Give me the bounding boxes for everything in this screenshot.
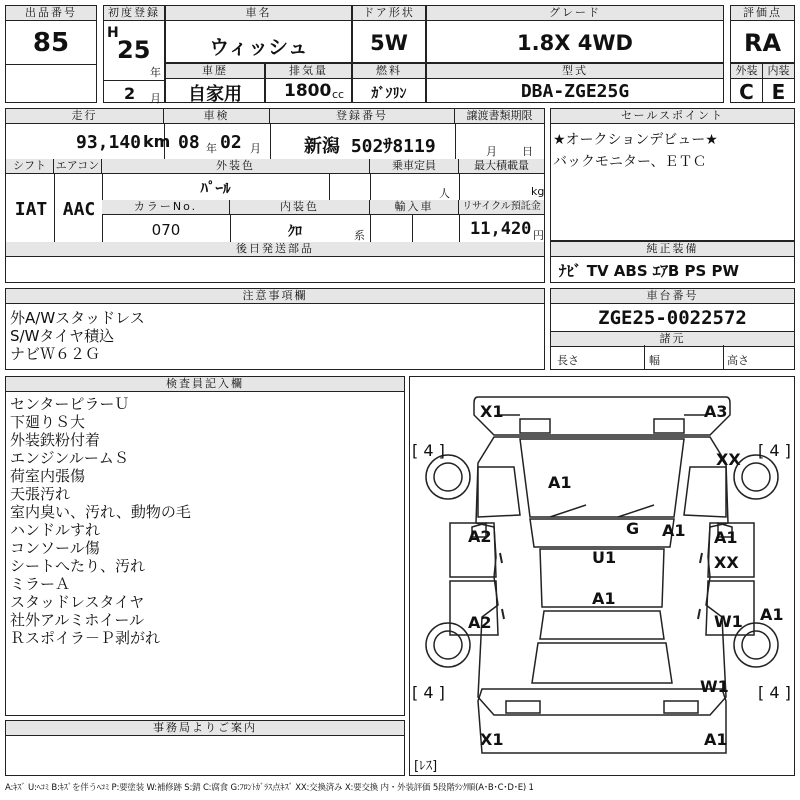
inspection-label: 車検 xyxy=(164,109,270,124)
grade: 1.8X 4WD xyxy=(517,31,633,55)
sales-point-box xyxy=(550,108,795,241)
first-registration-box: 初度登録 H 25 年 2 月 xyxy=(103,5,165,103)
recycle-label: リサイクル預託金 xyxy=(459,200,544,215)
mark-windshield: G xyxy=(626,519,640,538)
mark-rear-right: W1 xyxy=(700,677,729,696)
inspection-month: 02 xyxy=(220,132,242,153)
displacement-label: 排気量 xyxy=(266,64,351,79)
mileage-label: 走行 xyxy=(6,109,164,124)
exterior-grade: C xyxy=(739,80,754,104)
exterior-label: 外装 xyxy=(731,64,762,79)
lot-box xyxy=(5,5,97,103)
width-label: 幅 xyxy=(649,354,660,367)
interior-grade: E xyxy=(771,80,786,104)
mark-tire-front-right: [ 4 ] xyxy=(758,441,791,460)
caution-line: S/Wタイヤ積込 xyxy=(10,327,115,345)
sales-line-1: ★オークションデビュー★ xyxy=(553,132,718,148)
specs-label: 諸元 xyxy=(551,331,794,347)
model-box xyxy=(426,63,724,103)
transfer-label: 譲渡書類期限 xyxy=(455,109,544,124)
inspector-line: Ｒスポイラ－Ｐ剥がれ xyxy=(10,629,161,647)
mark-tire-rear-left: [ 4 ] xyxy=(412,683,445,702)
inspector-line: 室内臭い、汚れ、動物の毛 xyxy=(10,503,191,521)
mark-front-door-right: A1 xyxy=(714,528,738,547)
fuel-box xyxy=(352,63,426,103)
caution-label: 注意事項欄 xyxy=(6,289,544,304)
mark-rear-door-right: W1 xyxy=(714,612,743,631)
inspector-label: 検査員記入欄 xyxy=(6,377,404,392)
caution-box xyxy=(5,288,545,370)
car-name-box xyxy=(165,5,352,63)
mileage: 93,140 xyxy=(76,132,142,153)
chassis-number: ZGE25-0022572 xyxy=(598,307,747,329)
car-name: ウィッシュ xyxy=(209,35,308,59)
mark-roof: U1 xyxy=(592,548,617,567)
mark-rear-bumper-left: X1 xyxy=(480,730,504,749)
import-label: 輸入車 xyxy=(370,200,459,215)
mark-front-fender-right: A1 xyxy=(662,521,686,540)
model: DBA-ZGE25G xyxy=(520,81,630,102)
caution-line: ナビＷ６２Ｇ xyxy=(10,345,101,363)
inspector-line: 外装鉄粉付着 xyxy=(10,431,101,449)
color-label: 外装色 xyxy=(102,159,370,174)
legend: A:ｷｽﾞ U:ﾍｺﾐ B:ｷｽﾞを伴うﾍｺﾐ P:要塗装 W:補修跡 S:錆 C:腐食 G:ﾌﾛﾝﾄｶﾞﾗｽ点ｷｽﾞ XX:交換済み X:要交換 内・外装評価 5段階ﾗﾝｸ順(A･B･C･D･E) 1 xyxy=(5,783,534,793)
car-outline xyxy=(410,377,794,775)
mark-tire-rear-right: [ 4 ] xyxy=(758,683,791,702)
color-number: 070 xyxy=(151,221,181,239)
interior-box xyxy=(762,63,795,103)
mark-rear-door-left: A2 xyxy=(468,613,492,632)
mark-quarter-right: A1 xyxy=(760,605,784,624)
lot-number: 85 xyxy=(32,28,70,58)
lot-label: 出品番号 xyxy=(6,6,96,21)
door-label: ドア形状 xyxy=(353,6,425,21)
inspector-line: コンソール傷 xyxy=(10,539,100,557)
mark-front-right: XX xyxy=(716,450,741,469)
inspection-year: 08 xyxy=(178,132,200,153)
exterior-box xyxy=(730,63,763,103)
car-name-label: 車名 xyxy=(166,6,351,21)
era: H xyxy=(107,25,119,41)
registration-number: 新潟 502ｻ8119 xyxy=(304,136,436,157)
history-label: 車歴 xyxy=(166,64,264,79)
mark-rear-bumper-right: A1 xyxy=(704,730,728,749)
displacement: 1800 xyxy=(284,81,332,101)
mark-front-door-left: A2 xyxy=(468,527,492,546)
mark-hood: A1 xyxy=(548,473,572,492)
inspector-line: シートへたり、汚れ xyxy=(10,557,146,575)
first-reg-label: 初度登録 xyxy=(104,6,164,21)
equipment-box xyxy=(550,241,795,283)
history-box xyxy=(165,63,265,103)
interior-color: ｸﾛ xyxy=(288,224,302,240)
office-box xyxy=(5,720,405,776)
mark-front-door-right-2: XX xyxy=(714,553,739,572)
history: 自家用 xyxy=(188,84,242,105)
inspector-line: 荷室内張傷 xyxy=(10,467,86,485)
mark-front-bumper-right: A3 xyxy=(704,402,728,421)
sales-point-label: セールスポイント xyxy=(551,109,794,124)
grade-label: グレード xyxy=(427,6,723,21)
interior-label: 内装 xyxy=(763,64,794,79)
office-label: 事務局よりご案内 xyxy=(6,721,404,736)
mark-roof-rear: A1 xyxy=(592,589,616,608)
exterior-color: ﾊﾟｰﾙ xyxy=(200,179,231,197)
load-label: 最大積載量 xyxy=(459,159,544,174)
length-label: 長さ xyxy=(557,354,579,367)
spare-tire-label: [ﾚｽ] xyxy=(414,759,438,774)
equipment-label: 純正装備 xyxy=(551,242,794,257)
score: RA xyxy=(743,29,782,57)
reg-year: 25 xyxy=(117,36,151,64)
aircon-label: エアコン xyxy=(54,159,102,174)
reg-month: 2 xyxy=(124,84,136,103)
capacity-label: 乗車定員 xyxy=(370,159,459,174)
inspector-line: スタッドレスタイヤ xyxy=(10,593,145,611)
displacement-box: 排気量 1800 cc xyxy=(265,63,352,103)
registration-label: 登録番号 xyxy=(270,109,455,124)
caution-line: 外A/Wスタッドレス xyxy=(10,309,145,327)
score-label: 評価点 xyxy=(731,6,794,21)
shift-label: シフト xyxy=(6,159,54,174)
score-box xyxy=(730,5,795,63)
spec-table: 走行 車検 登録番号 譲渡書類期限 93,140 km 08 年 02 月 新潟 502ｻ8119 月 日 シフト エアコン 外装色 乗車定員 最大積載量 IAT AAC ﾊﾟｰﾙ 人 kg カラーNo. 内装色 輸入車 リサイクル預託金 070 ｸﾛ 系 11,420 円 後日発送部品 xyxy=(5,108,545,283)
sales-line-2: バックモニター、ＥＴＣ xyxy=(553,154,707,170)
inspector-line: ハンドルすれ xyxy=(10,521,101,539)
inspector-line: エンジンルームＳ xyxy=(10,449,129,467)
inspector-line: 社外アルミホイール xyxy=(10,611,145,629)
fuel-label: 燃料 xyxy=(353,64,425,79)
door-type: 5W xyxy=(370,31,408,55)
shift: IAT xyxy=(14,199,48,220)
inspector-line: ミラーＡ xyxy=(10,575,71,593)
grade-box xyxy=(426,5,724,63)
chassis-label: 車台番号 xyxy=(551,289,794,304)
inspector-line: 天張汚れ xyxy=(10,485,71,503)
fuel: ｶﾞｿﾘﾝ xyxy=(371,86,407,102)
inspector-box xyxy=(5,376,405,716)
aircon: AAC xyxy=(62,199,96,220)
inspector-line: センターピラーＵ xyxy=(10,395,130,413)
later-parts-label: 後日発送部品 xyxy=(6,242,544,257)
equipment-list: ﾅﾋﾞ TV ABS ｴｱB PS PW xyxy=(559,262,740,280)
mark-tire-front-left: [ 4 ] xyxy=(412,441,445,460)
inspector-line: 下廻りＳ大 xyxy=(10,413,86,431)
color-no-label: カラーNo. xyxy=(102,200,230,215)
recycle-fee: 11,420 xyxy=(470,219,532,239)
int-color-label: 内装色 xyxy=(230,200,370,215)
mark-front-bumper-left: X1 xyxy=(480,402,504,421)
car-diagram xyxy=(409,376,795,776)
door-box xyxy=(352,5,426,63)
height-label: 高さ xyxy=(727,354,749,367)
chassis-box xyxy=(550,288,795,370)
model-label: 型式 xyxy=(427,64,723,79)
